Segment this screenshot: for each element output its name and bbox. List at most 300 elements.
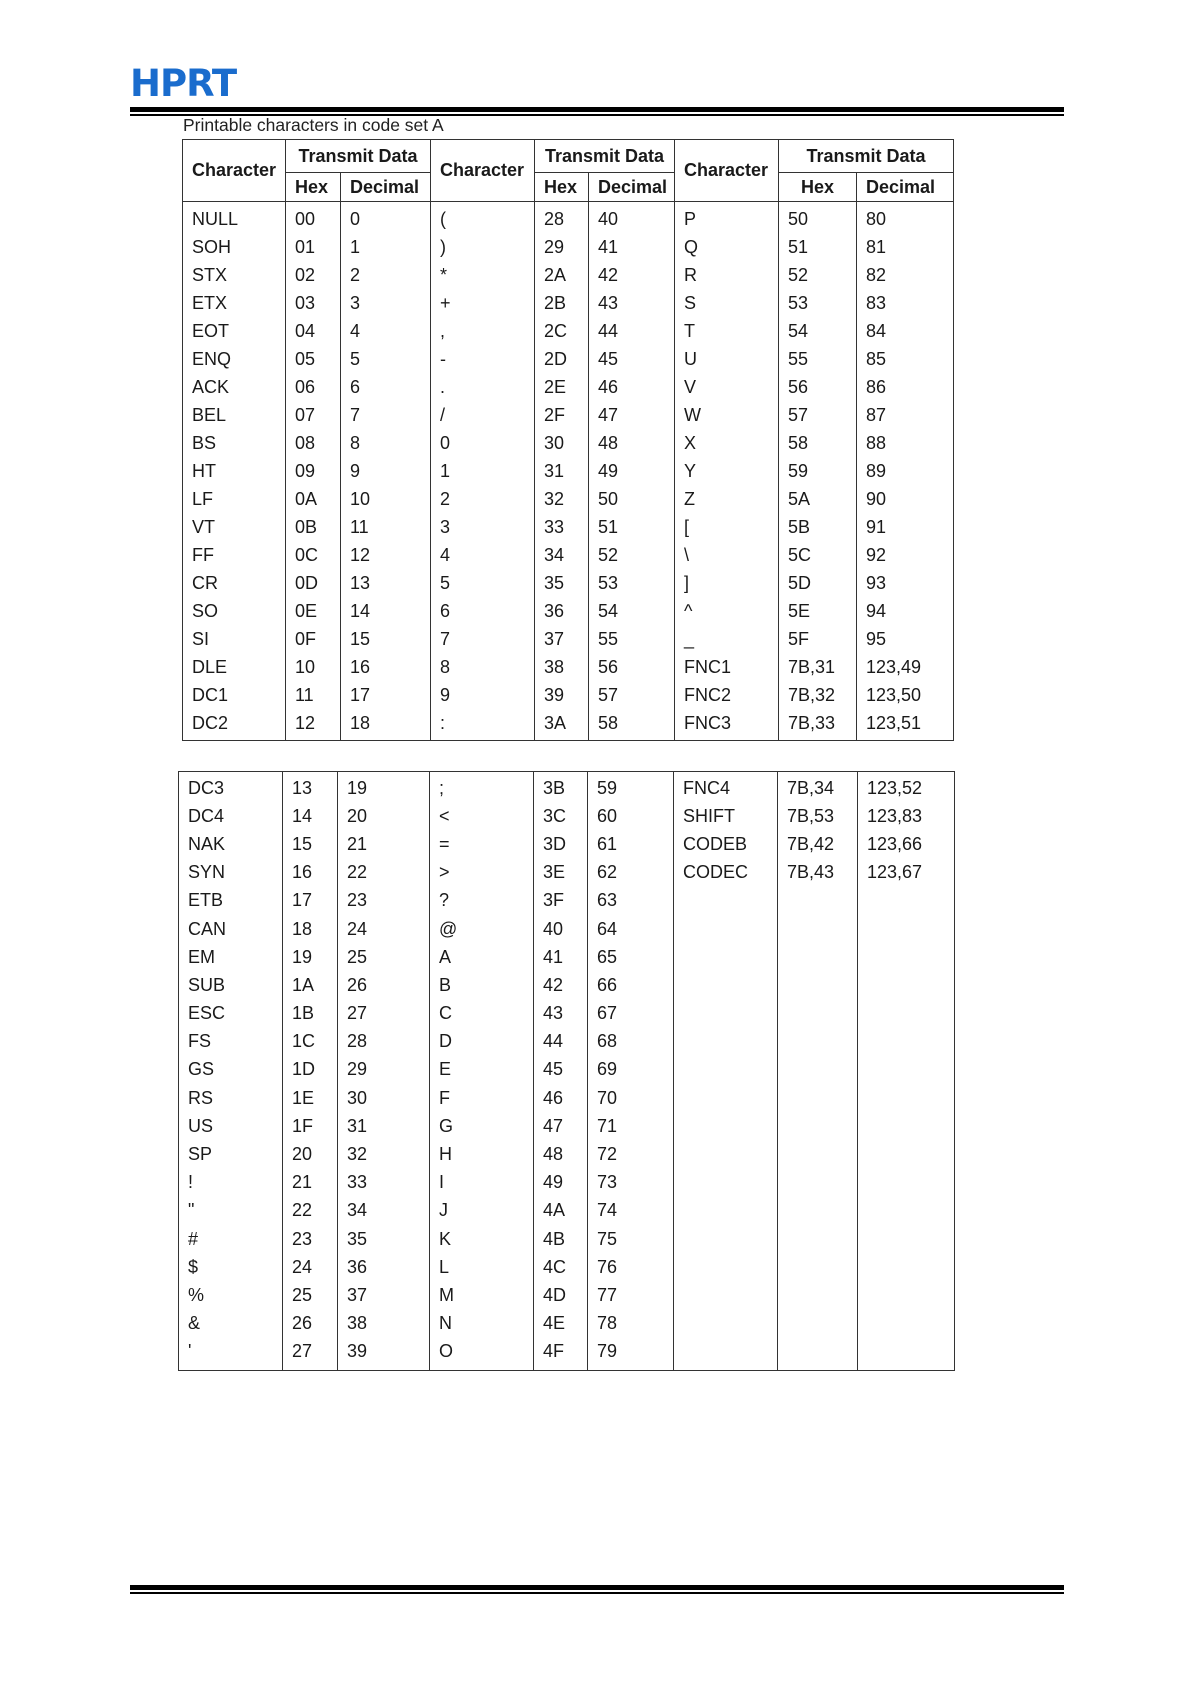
table-cell <box>858 915 955 943</box>
table-cell: M <box>430 1281 534 1309</box>
table-cell: 7B,33 <box>779 709 857 741</box>
table-cell: 10 <box>286 653 341 681</box>
table-row <box>183 261 954 289</box>
table-cell: 3A <box>535 709 589 741</box>
table-cell: 3B <box>534 772 588 803</box>
table-cell: 27 <box>338 1000 430 1028</box>
table-cell: 5E <box>779 597 857 625</box>
table-cell: 1C <box>283 1028 338 1056</box>
table-cell: FS <box>179 1028 283 1056</box>
table-cell: 0F <box>286 625 341 653</box>
table-row <box>179 971 955 999</box>
table-row <box>183 401 954 429</box>
table-cell: 4C <box>534 1253 588 1281</box>
table-cell: 91 <box>857 513 954 541</box>
table-cell: ETX <box>183 289 286 317</box>
table-cell: 123,67 <box>858 859 955 887</box>
table-cell: 54 <box>589 597 675 625</box>
table-cell: 44 <box>589 317 675 345</box>
table-cell: 42 <box>589 261 675 289</box>
table-cell: 67 <box>588 1000 674 1028</box>
table-cell: W <box>675 401 779 429</box>
table-cell: & <box>179 1310 283 1338</box>
table-cell: 38 <box>535 653 589 681</box>
table-cell: 35 <box>338 1225 430 1253</box>
table-cell: V <box>675 373 779 401</box>
table-cell <box>858 1112 955 1140</box>
table-row <box>183 541 954 569</box>
table-cell: 7B,32 <box>779 681 857 709</box>
table-2-body <box>179 772 955 1371</box>
table-cell: 0C <box>286 541 341 569</box>
table-cell <box>674 1225 778 1253</box>
table-cell: 0B <box>286 513 341 541</box>
table-cell: 123,52 <box>858 772 955 803</box>
table-cell: N <box>430 1310 534 1338</box>
table-cell: 09 <box>286 457 341 485</box>
table-cell: 66 <box>588 971 674 999</box>
table-cell: P <box>675 202 779 234</box>
table-cell: 28 <box>338 1028 430 1056</box>
table-cell: 41 <box>589 233 675 261</box>
table-cell: 71 <box>588 1112 674 1140</box>
table-cell: 89 <box>857 457 954 485</box>
table-cell <box>778 971 858 999</box>
table-cell: 42 <box>534 971 588 999</box>
table-cell <box>778 943 858 971</box>
table-cell: / <box>431 401 535 429</box>
table-cell: 4A <box>534 1197 588 1225</box>
table-cell: 23 <box>283 1225 338 1253</box>
table-cell: CAN <box>179 915 283 943</box>
table-cell: 28 <box>535 202 589 234</box>
table-row <box>183 457 954 485</box>
table-cell: 05 <box>286 345 341 373</box>
table-cell: 01 <box>286 233 341 261</box>
table-cell: 68 <box>588 1028 674 1056</box>
table-cell <box>778 1281 858 1309</box>
header-transmit-data-2: Transmit Data <box>535 140 675 173</box>
table-cell: 12 <box>286 709 341 741</box>
table-cell: 5 <box>431 569 535 597</box>
table-cell: 123,51 <box>857 709 954 741</box>
table-cell: 2B <box>535 289 589 317</box>
table-cell: R <box>675 261 779 289</box>
table-cell: * <box>431 261 535 289</box>
table-cell: 123,50 <box>857 681 954 709</box>
table-cell: 9 <box>341 457 431 485</box>
table-cell: 10 <box>341 485 431 513</box>
table-row <box>179 1281 955 1309</box>
table-cell: 3 <box>341 289 431 317</box>
table-cell: L <box>430 1253 534 1281</box>
table-row <box>179 859 955 887</box>
table-cell: 5B <box>779 513 857 541</box>
table-cell: 5D <box>779 569 857 597</box>
table-cell: 56 <box>589 653 675 681</box>
table-cell: BS <box>183 429 286 457</box>
table-cell: T <box>675 317 779 345</box>
table-cell: 29 <box>338 1056 430 1084</box>
table-cell: 45 <box>589 345 675 373</box>
table-cell: 35 <box>535 569 589 597</box>
table-cell: BEL <box>183 401 286 429</box>
footer-rule-thick <box>130 1585 1064 1590</box>
table-cell: FNC4 <box>674 772 778 803</box>
table-cell: 52 <box>779 261 857 289</box>
table-cell: 46 <box>534 1084 588 1112</box>
table-cell: Q <box>675 233 779 261</box>
table-row <box>179 1056 955 1084</box>
table-row <box>179 1253 955 1281</box>
table-cell: = <box>430 830 534 858</box>
table-cell: 2D <box>535 345 589 373</box>
table-cell <box>674 1140 778 1168</box>
table-cell: F <box>430 1084 534 1112</box>
table-cell: DC2 <box>183 709 286 741</box>
table-cell: 1A <box>283 971 338 999</box>
table-cell: SO <box>183 597 286 625</box>
table-cell: 7 <box>431 625 535 653</box>
table-cell: ( <box>431 202 535 234</box>
table-cell: 45 <box>534 1056 588 1084</box>
table-cell: 30 <box>535 429 589 457</box>
table-row <box>179 1338 955 1371</box>
table-cell: 31 <box>535 457 589 485</box>
table-cell: FF <box>183 541 286 569</box>
table-cell: 53 <box>779 289 857 317</box>
table-cell: 123,49 <box>857 653 954 681</box>
table-row <box>183 513 954 541</box>
table-cell <box>858 1338 955 1371</box>
table-cell: 5C <box>779 541 857 569</box>
table-cell: 0 <box>431 429 535 457</box>
table-cell: 24 <box>283 1253 338 1281</box>
table-cell: U <box>675 345 779 373</box>
table-cell: EM <box>179 943 283 971</box>
table-cell: 00 <box>286 202 341 234</box>
table-cell <box>858 1084 955 1112</box>
table-cell: - <box>431 345 535 373</box>
table-cell: 51 <box>589 513 675 541</box>
table-cell: NULL <box>183 202 286 234</box>
table-cell: 17 <box>341 681 431 709</box>
table-cell: 7B,43 <box>778 859 858 887</box>
table-cell: Z <box>675 485 779 513</box>
table-cell: DLE <box>183 653 286 681</box>
table-cell: 15 <box>341 625 431 653</box>
table-cell: 86 <box>857 373 954 401</box>
table-cell: 87 <box>857 401 954 429</box>
table-cell: \ <box>675 541 779 569</box>
table-cell: 04 <box>286 317 341 345</box>
table-cell: 5A <box>779 485 857 513</box>
table-cell: 92 <box>857 541 954 569</box>
table-cell: 12 <box>341 541 431 569</box>
table-cell <box>674 1000 778 1028</box>
table-cell: 7 <box>341 401 431 429</box>
table-row <box>179 1112 955 1140</box>
table-row <box>179 943 955 971</box>
table-cell <box>858 1169 955 1197</box>
table-cell <box>778 1028 858 1056</box>
table-row <box>183 289 954 317</box>
table-cell: _ <box>675 625 779 653</box>
table-cell: GS <box>179 1056 283 1084</box>
table-row <box>183 597 954 625</box>
table-cell: 11 <box>286 681 341 709</box>
table-cell: 37 <box>338 1281 430 1309</box>
table-row <box>183 569 954 597</box>
table-cell: 2E <box>535 373 589 401</box>
table-cell: 1 <box>431 457 535 485</box>
table-cell: SYN <box>179 859 283 887</box>
table-cell <box>674 915 778 943</box>
table-cell: 38 <box>338 1310 430 1338</box>
table-cell: ! <box>179 1169 283 1197</box>
table-cell: 57 <box>589 681 675 709</box>
table-cell: 69 <box>588 1056 674 1084</box>
table-cell: 02 <box>286 261 341 289</box>
table-cell: 53 <box>589 569 675 597</box>
table-cell <box>778 1056 858 1084</box>
table-cell: 70 <box>588 1084 674 1112</box>
table-cell <box>778 915 858 943</box>
table-cell: 0A <box>286 485 341 513</box>
table-cell: 15 <box>283 830 338 858</box>
table-cell: 3C <box>534 802 588 830</box>
table-cell <box>858 1140 955 1168</box>
table-cell: % <box>179 1281 283 1309</box>
table-cell: 08 <box>286 429 341 457</box>
table-cell: 6 <box>431 597 535 625</box>
table-row <box>183 373 954 401</box>
table-cell <box>674 1310 778 1338</box>
table-cell: 2C <box>535 317 589 345</box>
table-cell: 31 <box>338 1112 430 1140</box>
table-cell: 58 <box>589 709 675 741</box>
table-row <box>179 887 955 915</box>
table-cell: SP <box>179 1140 283 1168</box>
table-cell: DC1 <box>183 681 286 709</box>
table-cell: FNC1 <box>675 653 779 681</box>
table-cell: 63 <box>588 887 674 915</box>
table-cell: 41 <box>534 943 588 971</box>
table-cell: 50 <box>589 485 675 513</box>
code-set-a-table-2 <box>178 771 955 1371</box>
table-cell: 16 <box>341 653 431 681</box>
table-cell: S <box>675 289 779 317</box>
table-cell: I <box>430 1169 534 1197</box>
header-decimal-1: Decimal <box>341 173 431 202</box>
table-cell: 76 <box>588 1253 674 1281</box>
table-cell: 34 <box>535 541 589 569</box>
table-cell <box>858 1028 955 1056</box>
table-cell: 60 <box>588 802 674 830</box>
table-row <box>179 915 955 943</box>
table-cell: 34 <box>338 1197 430 1225</box>
table-cell <box>674 1197 778 1225</box>
table-cell: ? <box>430 887 534 915</box>
table-cell: 48 <box>534 1140 588 1168</box>
code-set-a-table-1 <box>182 139 954 741</box>
header-character-1: Character <box>183 140 286 202</box>
table-row <box>183 625 954 653</box>
table-cell: 36 <box>338 1253 430 1281</box>
table-cell: 62 <box>588 859 674 887</box>
table-cell <box>778 1084 858 1112</box>
table-cell <box>778 1169 858 1197</box>
table-cell: VT <box>183 513 286 541</box>
table-cell: 74 <box>588 1197 674 1225</box>
table-cell: 33 <box>535 513 589 541</box>
table-cell <box>778 887 858 915</box>
table-cell: 72 <box>588 1140 674 1168</box>
table-cell <box>858 943 955 971</box>
table-cell: CODEC <box>674 859 778 887</box>
table-cell: 50 <box>779 202 857 234</box>
table-cell: 21 <box>283 1169 338 1197</box>
table-cell <box>858 1056 955 1084</box>
table-cell: 39 <box>535 681 589 709</box>
table-cell: LF <box>183 485 286 513</box>
header-decimal-2: Decimal <box>589 173 675 202</box>
table-cell: 52 <box>589 541 675 569</box>
table-cell: 39 <box>338 1338 430 1371</box>
table-row <box>179 1310 955 1338</box>
table-cell: 0E <box>286 597 341 625</box>
table-cell <box>674 1281 778 1309</box>
table-cell: SHIFT <box>674 802 778 830</box>
table-cell: 78 <box>588 1310 674 1338</box>
table-cell: 40 <box>589 202 675 234</box>
table-cell: 81 <box>857 233 954 261</box>
table-cell <box>858 971 955 999</box>
hprt-logo: HPRT <box>130 62 237 105</box>
table-cell <box>858 1197 955 1225</box>
table-cell <box>674 943 778 971</box>
table-row <box>183 345 954 373</box>
table-cell: 03 <box>286 289 341 317</box>
table-cell <box>778 1225 858 1253</box>
table-cell: 59 <box>588 772 674 803</box>
table-cell: 47 <box>589 401 675 429</box>
table-cell: 65 <box>588 943 674 971</box>
table-cell: ; <box>430 772 534 803</box>
table-cell: 22 <box>283 1197 338 1225</box>
table-cell: 17 <box>283 887 338 915</box>
table-cell: 7B,42 <box>778 830 858 858</box>
table-cell: @ <box>430 915 534 943</box>
table-cell: 4E <box>534 1310 588 1338</box>
table-cell <box>858 1000 955 1028</box>
table-cell: 11 <box>341 513 431 541</box>
table-row <box>179 1000 955 1028</box>
header-decimal-3: Decimal <box>857 173 954 202</box>
table-cell: . <box>431 373 535 401</box>
table-cell: 43 <box>534 1000 588 1028</box>
table-cell <box>778 1000 858 1028</box>
table-cell: 14 <box>341 597 431 625</box>
table-cell: 1F <box>283 1112 338 1140</box>
table-row <box>179 1169 955 1197</box>
table-cell: 7B,34 <box>778 772 858 803</box>
table-cell: 7B,31 <box>779 653 857 681</box>
table-cell: ETB <box>179 887 283 915</box>
table-row <box>183 485 954 513</box>
table-cell <box>674 1028 778 1056</box>
table-cell: ) <box>431 233 535 261</box>
table-cell: 49 <box>589 457 675 485</box>
table-cell <box>778 1253 858 1281</box>
table-cell: SI <box>183 625 286 653</box>
table-cell: 06 <box>286 373 341 401</box>
table-cell: 48 <box>589 429 675 457</box>
table-cell: 95 <box>857 625 954 653</box>
table-row <box>183 681 954 709</box>
table-cell: 80 <box>857 202 954 234</box>
table-cell: 25 <box>338 943 430 971</box>
table-cell: 07 <box>286 401 341 429</box>
table-cell: 9 <box>431 681 535 709</box>
table-cell: 1D <box>283 1056 338 1084</box>
table-caption: Printable characters in code set A <box>183 115 444 135</box>
table-cell: 90 <box>857 485 954 513</box>
header-character-2: Character <box>431 140 535 202</box>
table-row <box>179 772 955 803</box>
table-cell: 26 <box>283 1310 338 1338</box>
table-row <box>183 653 954 681</box>
table-cell: 26 <box>338 971 430 999</box>
table-row <box>179 1028 955 1056</box>
table-cell: 32 <box>535 485 589 513</box>
table-cell: 58 <box>779 429 857 457</box>
table-cell: STX <box>183 261 286 289</box>
table-cell: 82 <box>857 261 954 289</box>
table-cell: 56 <box>779 373 857 401</box>
table-cell: D <box>430 1028 534 1056</box>
table-cell: FNC3 <box>675 709 779 741</box>
table-cell: 13 <box>283 772 338 803</box>
table-cell: 75 <box>588 1225 674 1253</box>
table-row <box>183 709 954 741</box>
table-cell: 2 <box>341 261 431 289</box>
table-cell: 36 <box>535 597 589 625</box>
table-row <box>179 802 955 830</box>
table-cell: US <box>179 1112 283 1140</box>
table-cell: # <box>179 1225 283 1253</box>
table-cell: 8 <box>431 653 535 681</box>
table-cell: 0 <box>341 202 431 234</box>
table-cell: 32 <box>338 1140 430 1168</box>
table-cell: 19 <box>283 943 338 971</box>
table-cell: " <box>179 1197 283 1225</box>
table-cell <box>778 1112 858 1140</box>
table-cell: 3D <box>534 830 588 858</box>
table-cell: 23 <box>338 887 430 915</box>
table-cell: FNC2 <box>675 681 779 709</box>
table-cell: 25 <box>283 1281 338 1309</box>
table-cell <box>674 1084 778 1112</box>
table-cell: 16 <box>283 859 338 887</box>
table-cell: 4B <box>534 1225 588 1253</box>
table-cell: ' <box>179 1338 283 1371</box>
table-cell: 6 <box>341 373 431 401</box>
table-cell: 18 <box>283 915 338 943</box>
table-cell: + <box>431 289 535 317</box>
table-cell: 2A <box>535 261 589 289</box>
table-cell: 4 <box>431 541 535 569</box>
